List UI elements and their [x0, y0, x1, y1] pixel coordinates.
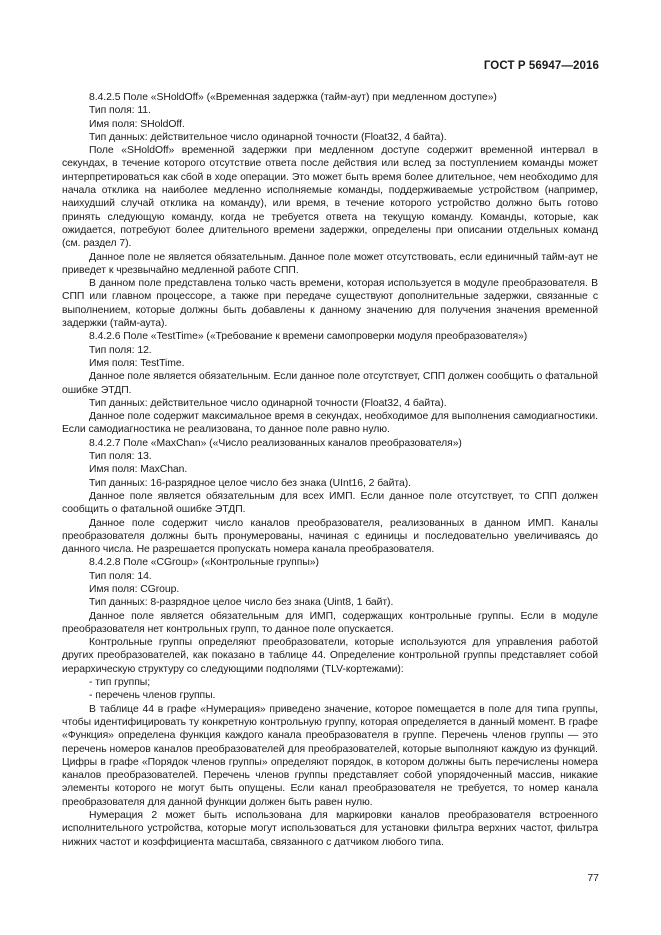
paragraph: Данное поле содержит число каналов преобразователя, реализованных в данном ИМП. Каналы преобразователя должны быть пронумерованы, начиная с единицы и последовательно увеличиваясь до данного числа. Не разрешается пропускать номера канала преобразователя. — [62, 517, 598, 556]
list-item: - перечень членов группы. — [89, 690, 216, 702]
field-type-line: Тип поля: 14. — [89, 570, 152, 582]
section-heading-8-4-2-5: 8.4.2.5 Поле «SHoldOff» («Временная задержка (тайм-аут) при медленном доступе») — [89, 92, 497, 103]
paragraph: Нумерация 2 может быть использована для маркировки каналов преобразователя встроенного исполнительного устройства, которые могут использоваться для установки фильтра верхних частот, фильтра нижних частот и коэффициента масштаба, связанного с датчиком любого типа. — [62, 810, 598, 848]
paragraph: Контрольные группы определяют преобразователи, которые используются для управления работой других преобразователей, как показано в таблице 44. Определение контрольной группы представляет собой иерархическую структуру со следующими подполями (TLV-кортежами): — [62, 637, 598, 675]
document-body — [62, 91, 598, 849]
paragraph: Данное поле является обязательным для всех ИМП. Если данное поле отсутствует, то СПП должен сообщить о фатальной ошибке ЭТДП. — [62, 490, 598, 516]
list-item: - тип группы; — [89, 677, 151, 689]
field-name-line: Имя поля: CGroup. — [89, 583, 180, 595]
field-name-line: Имя поля: TestTime. — [89, 357, 185, 369]
section-heading-8-4-2-7: 8.4.2.7 Поле «MaxChan» («Число реализованных каналов преобразователя») — [89, 437, 462, 449]
field-name-line: Имя поля: SHoldOff. — [89, 118, 185, 130]
data-type-line: Тип данных: действительное число одинарной точности (Float32, 4 байта). — [89, 397, 447, 409]
paragraph: В таблице 44 в графе «Нумерация» приведено значение, которое помещается в поле для типа группы, чтобы идентифицировать ту конкретную контрольную группу, которая определяется в данный момент. В графе «Функция» определена функция каждого канала преобразователя в группе. Перечень членов группы — это перечень номеров каналов преобразователей для преобразователей, которые выполняют каждую из функций. Цифры в графе «Порядок членов группы» определяют порядок, в котором должны быть перечислены номера каналов преобразователей. Перечень членов группы представляет собой упорядоченный массив, никакие элементы которого не могут быть опущены. Если канал преобразователя не требуется, то номер канала преобразователя для данной функции должен быть равен нулю. — [62, 703, 598, 808]
field-type-line: Тип поля: 12. — [89, 344, 152, 356]
section-heading-8-4-2-8: 8.4.2.8 Поле «CGroup» («Контрольные группы») — [89, 557, 319, 569]
paragraph: Данное поле содержит максимальное время в секундах, необходимое для выполнения самодиагностики. Если самодиагностика не реализована, то данное поле равно нулю. — [62, 411, 598, 436]
paragraph: Поле «SHoldOff» временной задержки при медленном доступе содержит временной интервал в секундах, в течение которого отсутствие ответа после действия или вслед за поступлением команды может интерпретироваться как сбой в ходе операции. Это может быть время более длительное, чем необходимо для начала отклика на наиболее медленно исполняемые команды, поддерживаемые устройством (например, наихудший случай отклика на команду), или время, в течение которого устройство должно быть готово принять следующую команду, когда не требуется ответа на текущую команду. Команды, которые, как ожидается, потребуют более длительного времени задержки, определены при описании отдельных команд (см. раздел 7). — [62, 145, 598, 250]
data-type-line: Тип данных: действительное число одинарной точности (Float32, 4 байта). — [89, 131, 447, 143]
data-type-line: Тип данных: 16-разрядное целое число без знака (UInt16, 2 байта). — [89, 477, 411, 489]
paragraph: Данное поле не является обязательным. Данное поле может отсутствовать, если единичный тайм-аут не приведет к чрезвычайно медленной работе СПП. — [62, 251, 598, 276]
data-type-line: Тип данных: 8-разрядное целое число без знака (Uint8, 1 байт). — [89, 597, 394, 609]
paragraph: Данное поле является обязательным. Если данное поле отсутствует, СПП должен сообщить о фатальной ошибке ЭТДП. — [62, 371, 598, 396]
paragraph: Данное поле является обязательным для ИМП, содержащих контрольные группы. Если в модуле преобразователя нет контрольных групп, то данное поле опускается. — [62, 610, 598, 635]
field-type-line: Тип поля: 11. — [89, 105, 151, 117]
page-number: 77 — [587, 872, 599, 884]
section-heading-8-4-2-6: 8.4.2.6 Поле «TestTime» («Требование к времени самопроверки модуля преобразователя») — [89, 331, 528, 343]
paragraph: В данном поле представлена только часть времени, которая используется в модуле преобразователя. В СПП или главном процессоре, а также при передаче существуют дополнительные задержки, связанные с выполнением, которые должны быть добавлены к данному значению для получения значения временной задержки (тайм-аута). — [62, 278, 598, 330]
field-name-line: Имя поля: MaxChan. — [89, 464, 188, 476]
field-type-line: Тип поля: 13. — [89, 451, 152, 463]
document-code-header: ГОСТ Р 56947—2016 — [483, 60, 599, 72]
